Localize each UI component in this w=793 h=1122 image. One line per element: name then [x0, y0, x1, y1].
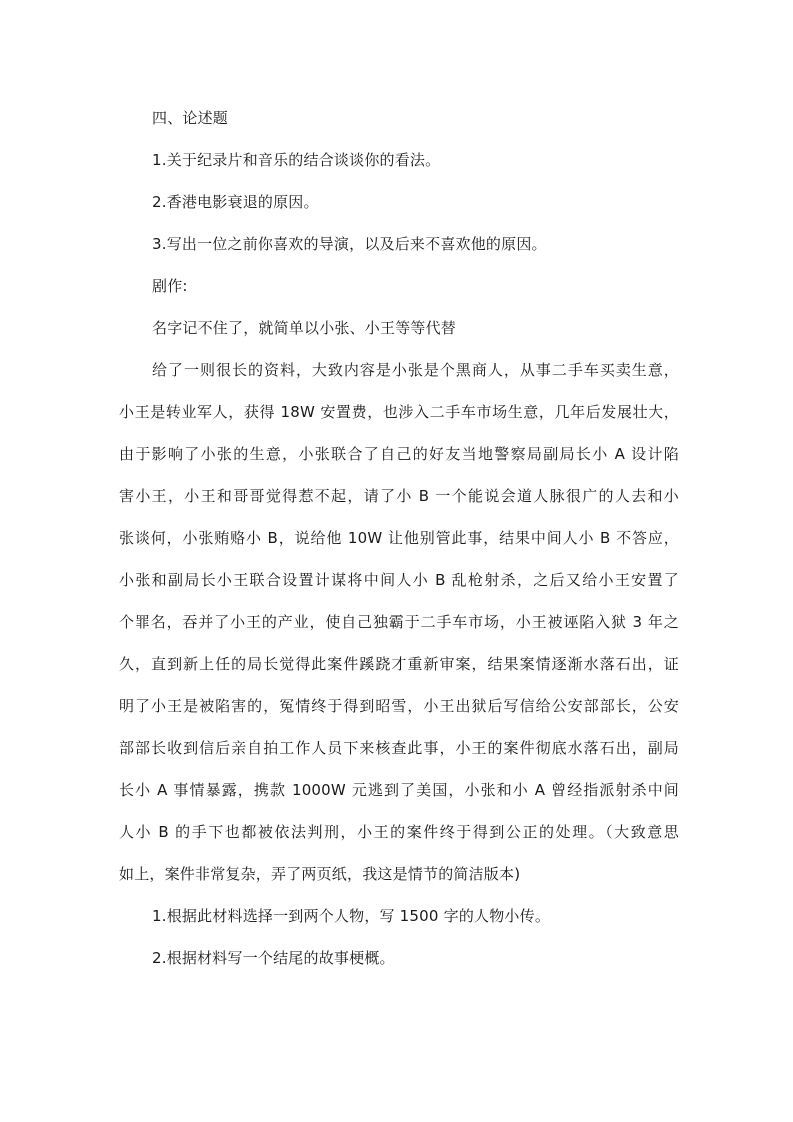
- material-line-3: 由于影响了小张的生意，小张联合了自己的好友当地警察局副局长小 A 设计陷: [119, 445, 679, 463]
- material-line-11: 长小 A 事情暴露，携款 1000W 元逃到了美国，小张和小 A 曾经指派射杀中间: [119, 781, 679, 799]
- section-heading: 四、论述题: [152, 109, 229, 127]
- material-line-7: 个罪名，吞并了小王的产业，使自己独霸于二手车市场，小王被诬陷入狱 3 年之: [119, 613, 679, 631]
- material-line-9: 明了小王是被陷害的，冤情终于得到昭雪，小王出狱后写信给公安部部长，公安: [119, 697, 679, 715]
- screenwriting-task-2: 2.根据材料写一个结尾的故事梗概。: [152, 949, 395, 967]
- material-line-8: 久，直到新上任的局长觉得此案件蹊跷才重新审案，结果案情逐渐水落石出，证: [119, 655, 679, 673]
- material-line-1: 给了一则很长的资料，大致内容是小张是个黑商人，从事二手车买卖生意，: [152, 361, 679, 379]
- essay-question-3: 3.写出一位之前你喜欢的导演，以及后来不喜欢他的原因。: [152, 235, 547, 253]
- material-line-2: 小王是转业军人，获得 18W 安置费，也涉入二手车市场生意，几年后发展壮大，: [119, 403, 679, 421]
- essay-question-1: 1.关于纪录片和音乐的结合谈谈你的看法。: [152, 151, 441, 169]
- material-line-4: 害小王，小王和哥哥觉得惹不起，请了小 B 一个能说会道人脉很广的人去和小: [119, 487, 679, 505]
- material-line-10: 部部长收到信后亲自拍工作人员下来核查此事，小王的案件彻底水落石出，副局: [119, 739, 679, 757]
- names-note: 名字记不住了，就简单以小张、小王等等代替: [152, 319, 457, 337]
- screenwriting-task-1: 1.根据此材料选择一到两个人物，写 1500 字的人物小传。: [152, 907, 551, 925]
- material-line-6: 小张和副局长小王联合设置计谋将中间人小 B 乱枪射杀，之后又给小王安置了: [119, 571, 679, 589]
- material-line-5: 张谈何，小张贿赂小 B，说给他 10W 让他别管此事，结果中间人小 B 不答应，: [119, 529, 679, 547]
- material-line-13: 如上，案件非常复杂，弄了两页纸，我这是情节的简洁版本): [119, 865, 521, 883]
- essay-question-2: 2.香港电影衰退的原因。: [152, 193, 319, 211]
- screenwriting-label: 剧作:: [152, 277, 188, 295]
- material-line-12: 人小 B 的手下也都被依法判刑，小王的案件终于得到公正的处理。（大致意思: [119, 823, 679, 841]
